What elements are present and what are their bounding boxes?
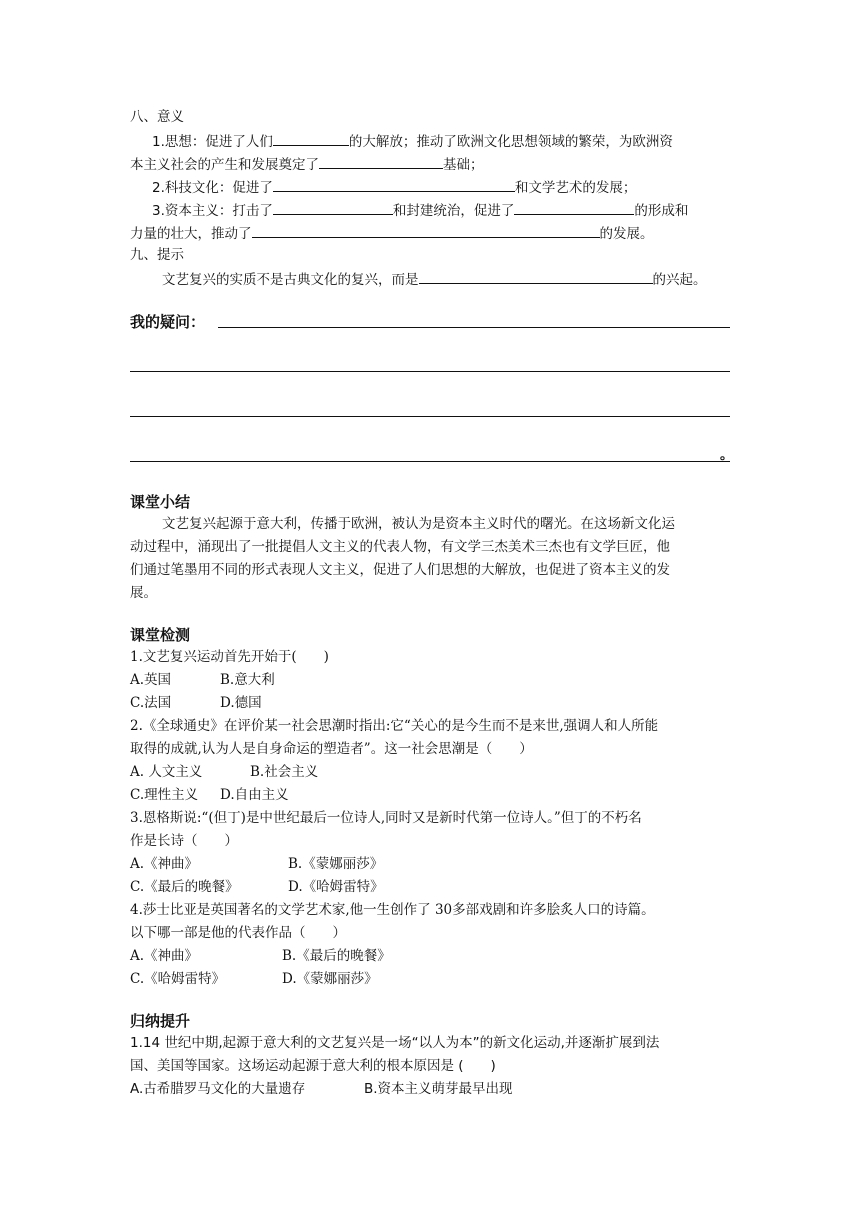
fill-blank[interactable] — [273, 177, 515, 192]
summary-line: 文艺复兴起源于意大利，传播于欧洲，被认为是资本主义时代的曙光。在这场新文化运 — [162, 516, 675, 532]
section8-item2 — [152, 177, 636, 197]
summary-line: 动过程中，涌现出了一批提倡人文主义的代表人物，有文学三杰美术三杰也有文学巨匠，他 — [130, 539, 670, 555]
section8-item1-cont-text-b: 基础； — [443, 157, 484, 173]
induction-option-b[interactable]: B.资本主义萌芽最早出现 — [364, 1081, 513, 1097]
section9-text-a: 文艺复兴的实质不是古典文化的复兴，而是 — [162, 272, 419, 288]
q1-options-row2 — [130, 694, 262, 712]
q3-options-row2 — [130, 878, 384, 896]
section9-text-b: 的兴起。 — [652, 272, 707, 288]
section8-item3-text-c: 的形成和 — [634, 203, 689, 219]
induction-q1-stem: 1.14 世纪中期,起源于意大利的文艺复兴是一场“以人为本”的新文化运动,并逐渐扩展到法 — [130, 1035, 660, 1051]
q4-option-b[interactable]: B.《最后的晚餐》 — [282, 948, 391, 964]
section8-item1-cont-text-a: 本主义社会的产生和发展奠定了 — [130, 157, 319, 173]
questions-end-mark: 。 — [720, 447, 734, 463]
q2-option-b[interactable]: B.社会主义 — [250, 764, 319, 780]
induction-option-a[interactable]: A.古希腊罗马文化的大量遗存 — [130, 1081, 306, 1097]
section9-title: 九、提示 — [130, 247, 184, 263]
induction-q1-options — [130, 1080, 513, 1098]
section8-item3-cont — [130, 223, 654, 243]
q3-option-d[interactable]: D.《哈姆雷特》 — [288, 879, 384, 895]
section9-hint — [162, 269, 707, 289]
test-title: 课堂检测 — [130, 626, 191, 644]
section8-title: 八、意义 — [130, 109, 184, 125]
q3-option-b[interactable]: B.《蒙娜丽莎》 — [288, 856, 384, 872]
q4-option-c[interactable]: C.《哈姆雷特》 — [130, 971, 226, 987]
question-line-4[interactable] — [130, 461, 730, 462]
q2-option-c[interactable]: C.理性主义 — [130, 787, 199, 803]
q4-stem: 4.莎士比亚是英国著名的文学艺术家,他一生创作了 30多部戏剧和许多脍炙人口的诗篇。 — [130, 902, 655, 918]
section8-item1-text-b: 的大解放；推动了欧洲文化思想领域的繁荣，为欧洲资 — [348, 134, 673, 150]
section8-item2-text-a: 2.科技文化：促进了 — [152, 180, 273, 196]
q1-options-row1 — [130, 671, 275, 689]
section8-item3-text-b: 和封建统治，促进了 — [392, 203, 515, 219]
section8-item3 — [152, 200, 688, 220]
section8-item1 — [152, 131, 673, 151]
q2-option-d[interactable]: D.自由主义 — [220, 787, 289, 803]
q4-option-d[interactable]: D.《蒙娜丽莎》 — [282, 971, 378, 987]
q3-stem-cont: 作是长诗（ ） — [130, 833, 238, 849]
section8-item3-text-a: 3.资本主义：打击了 — [152, 203, 273, 219]
q1-option-c[interactable]: C.法国 — [130, 695, 172, 711]
summary-title: 课堂小结 — [130, 493, 191, 511]
q2-stem: 2.《全球通史》在评价某一社会思潮时指出:它“关心的是今生而不是来世,强调人和人所能 — [130, 718, 659, 734]
q4-options-row1 — [130, 947, 391, 965]
section8-item1-text-a: 1.思想：促进了人们 — [152, 134, 273, 150]
question-line-1[interactable] — [218, 327, 730, 328]
fill-blank[interactable] — [319, 154, 443, 169]
fill-blank[interactable] — [273, 200, 393, 215]
induction-title: 归纳提升 — [130, 1012, 191, 1030]
questions-label: 我的疑问： — [130, 313, 206, 331]
q1-option-d[interactable]: D.德国 — [220, 695, 262, 711]
q1-option-b[interactable]: B.意大利 — [220, 672, 275, 688]
fill-blank[interactable] — [252, 223, 600, 238]
q2-stem-cont: 取得的成就,认为人是自身命运的塑造者”。这一社会思潮是（ ） — [130, 741, 533, 757]
fill-blank[interactable] — [273, 131, 349, 146]
q4-options-row2 — [130, 970, 378, 988]
section8-item1-cont — [130, 154, 484, 174]
q2-options-row2 — [130, 786, 289, 804]
fill-blank[interactable] — [419, 269, 653, 284]
induction-q1-stem-cont: 国、美国等国家。这场运动起源于意大利的根本原因是 ( ) — [130, 1058, 496, 1074]
q3-stem: 3.恩格斯说:“(但丁)是中世纪最后一位诗人,同时又是新时代第一位诗人。”但丁的不朽名 — [130, 810, 642, 826]
question-line-3[interactable] — [130, 416, 730, 417]
q4-stem-cont: 以下哪一部是他的代表作品（ ） — [130, 925, 346, 941]
q2-options-row1 — [130, 763, 319, 781]
q1-stem: 1.文艺复兴运动首先开始于( ) — [130, 649, 329, 665]
section8-item3-cont-text-a: 力量的壮大，推动了 — [130, 226, 252, 242]
q1-option-a[interactable]: A.英国 — [130, 672, 172, 688]
fill-blank[interactable] — [514, 200, 634, 215]
q4-option-a[interactable]: A.《神曲》 — [130, 948, 199, 964]
section8-item3-cont-text-b: 的发展。 — [599, 226, 654, 242]
summary-line: 展。 — [130, 585, 157, 601]
q3-options-row1 — [130, 855, 384, 873]
summary-line: 们通过笔墨用不同的形式表现人文主义，促进了人们思想的大解放，也促进了资本主义的发 — [130, 562, 670, 578]
section8-item2-text-b: 和文学艺术的发展； — [514, 180, 637, 196]
q3-option-c[interactable]: C.《最后的晚餐》 — [130, 879, 239, 895]
q2-option-a[interactable]: A. 人文主义 — [130, 764, 203, 780]
q3-option-a[interactable]: A.《神曲》 — [130, 856, 199, 872]
question-line-2[interactable] — [130, 371, 730, 372]
